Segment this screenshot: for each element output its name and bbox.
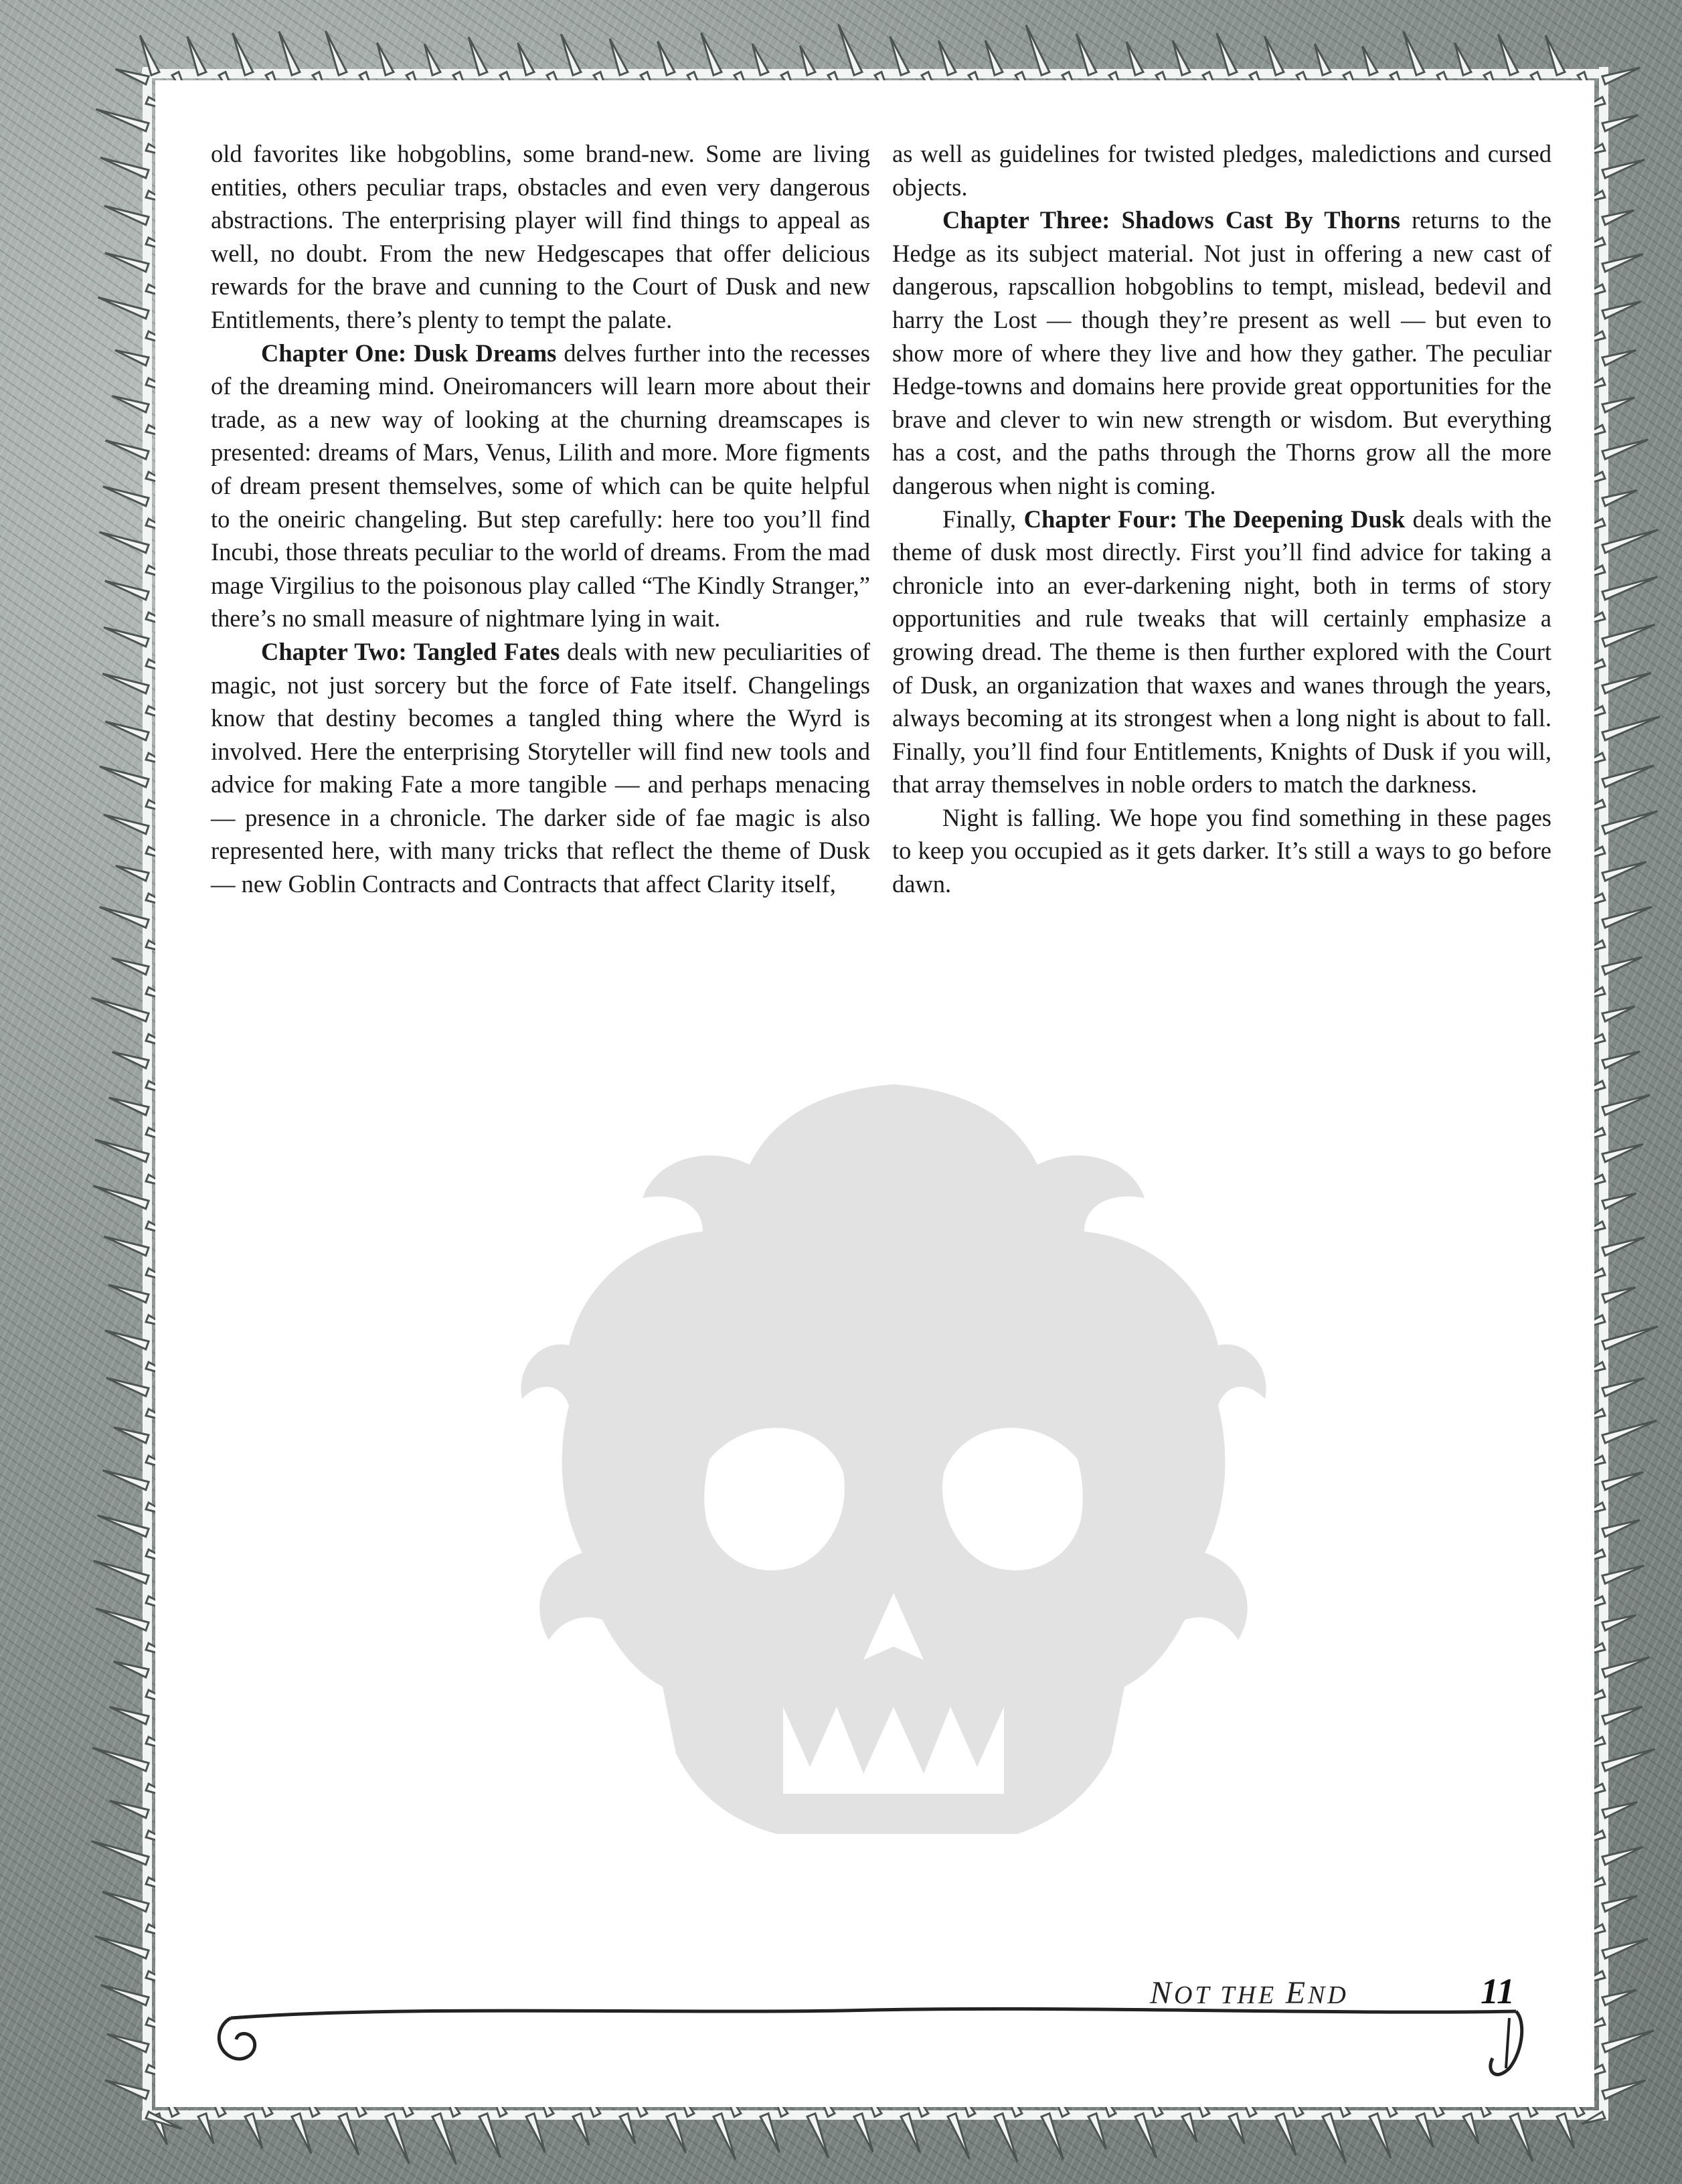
skull-emblem-icon bbox=[509, 1084, 1278, 1841]
paragraph-intro-left: old favorites like hobgoblins, some brand-new. Some are living entities, others peculiar traps, obstacles and even very dangerous abstractions. The enterprising player will find things to appeal as well, no doubt. From the new Hedgescapes that offer delicious rewards for the brave and cunning to the Court of Dusk and new Entitlements, there’s plenty to tempt the palate. bbox=[211, 140, 870, 333]
text-column-right bbox=[892, 137, 1551, 901]
paragraph-chapter-three: Chapter Three: Shadows Cast By Thorns returns to the Hedge as its subject material. Not just in offering a new cast of dangerous, rapscallion hobgoblins to tempt, mislead, bedevil and harry the Lost — though they’re present as well — but even to show more of where they live and how they gather. The peculiar Hedge-towns and domains here provide great opportunities for the brave and clever to win new strength or wisdom. But everything has a cost, and the paths through the Thorns grow all the more dangerous when night is coming. bbox=[892, 206, 1551, 499]
page-number: 11 bbox=[1481, 1971, 1515, 2011]
paragraph-chapter-four: Finally, Chapter Four: The Deepening Dusk deals with the theme of dusk most directly. First you’ll find advice for taking a chronicle into an ever-darkening night, both in terms of story opportunities and rule tweaks that will certainly emphasize a growing dread. The theme is then further explored with the Court of Dusk, an organization that waxes and wanes through the years, always becoming at its strongest when a long night is about to fall. Finally, you’ll find four Entitlements, Knights of Dusk if you will, that array themselves in noble orders to match the darkness. bbox=[892, 505, 1551, 799]
running-head: NOT THE END bbox=[1150, 1975, 1349, 2011]
paragraph-closing: Night is falling. We hope you find something in these pages to keep you occupied as it gets darker. It’s still a ways to go before dawn. bbox=[892, 803, 1551, 898]
paragraph-chapter-one: Chapter One: Dusk Dreams delves further into the recesses of the dreaming mind. Oneiromancers will learn more about their trade, as a new way of looking at the churning dreamscapes is presented: dreams of Mars, Venus, Lilith and more. More figments of dream present themselves, some of which can be quite helpful to the oneiric changeling. But step carefully: here too you’ll find Incubi, those threats peculiar to the world of dreams. From the mad mage Virgilius to the poisonous play called “The Kindly Stranger,” there’s no small measure of nightmare lying in wait. bbox=[211, 339, 870, 633]
text-column-left bbox=[211, 137, 870, 901]
paragraph-chapter-two: Chapter Two: Tangled Fates deals with new peculiarities of magic, not just sorcery but the force of Fate itself. Changelings know that destiny becomes a tangled thing where the Wyrd is involved. Here the enterprising Storyteller will find new tools and advice for making Fate a more tangible — and perhaps menacing — presence in a chronicle. The darker side of fae magic is also represented here, with many tricks that reflect the theme of Dusk — new Goblin Contracts and Contracts that affect Clarity itself, bbox=[211, 637, 870, 898]
paragraph-continuation: as well as guidelines for twisted pledges, maledictions and cursed objects. bbox=[892, 140, 1551, 201]
chapter-three-heading: Chapter Three: Shadows Cast By Thorns bbox=[942, 206, 1400, 234]
chapter-one-heading: Chapter One: Dusk Dreams bbox=[261, 339, 557, 367]
chapter-four-heading: Chapter Four: The Deepening Dusk bbox=[1023, 505, 1406, 533]
chapter-two-heading: Chapter Two: Tangled Fates bbox=[261, 637, 560, 665]
